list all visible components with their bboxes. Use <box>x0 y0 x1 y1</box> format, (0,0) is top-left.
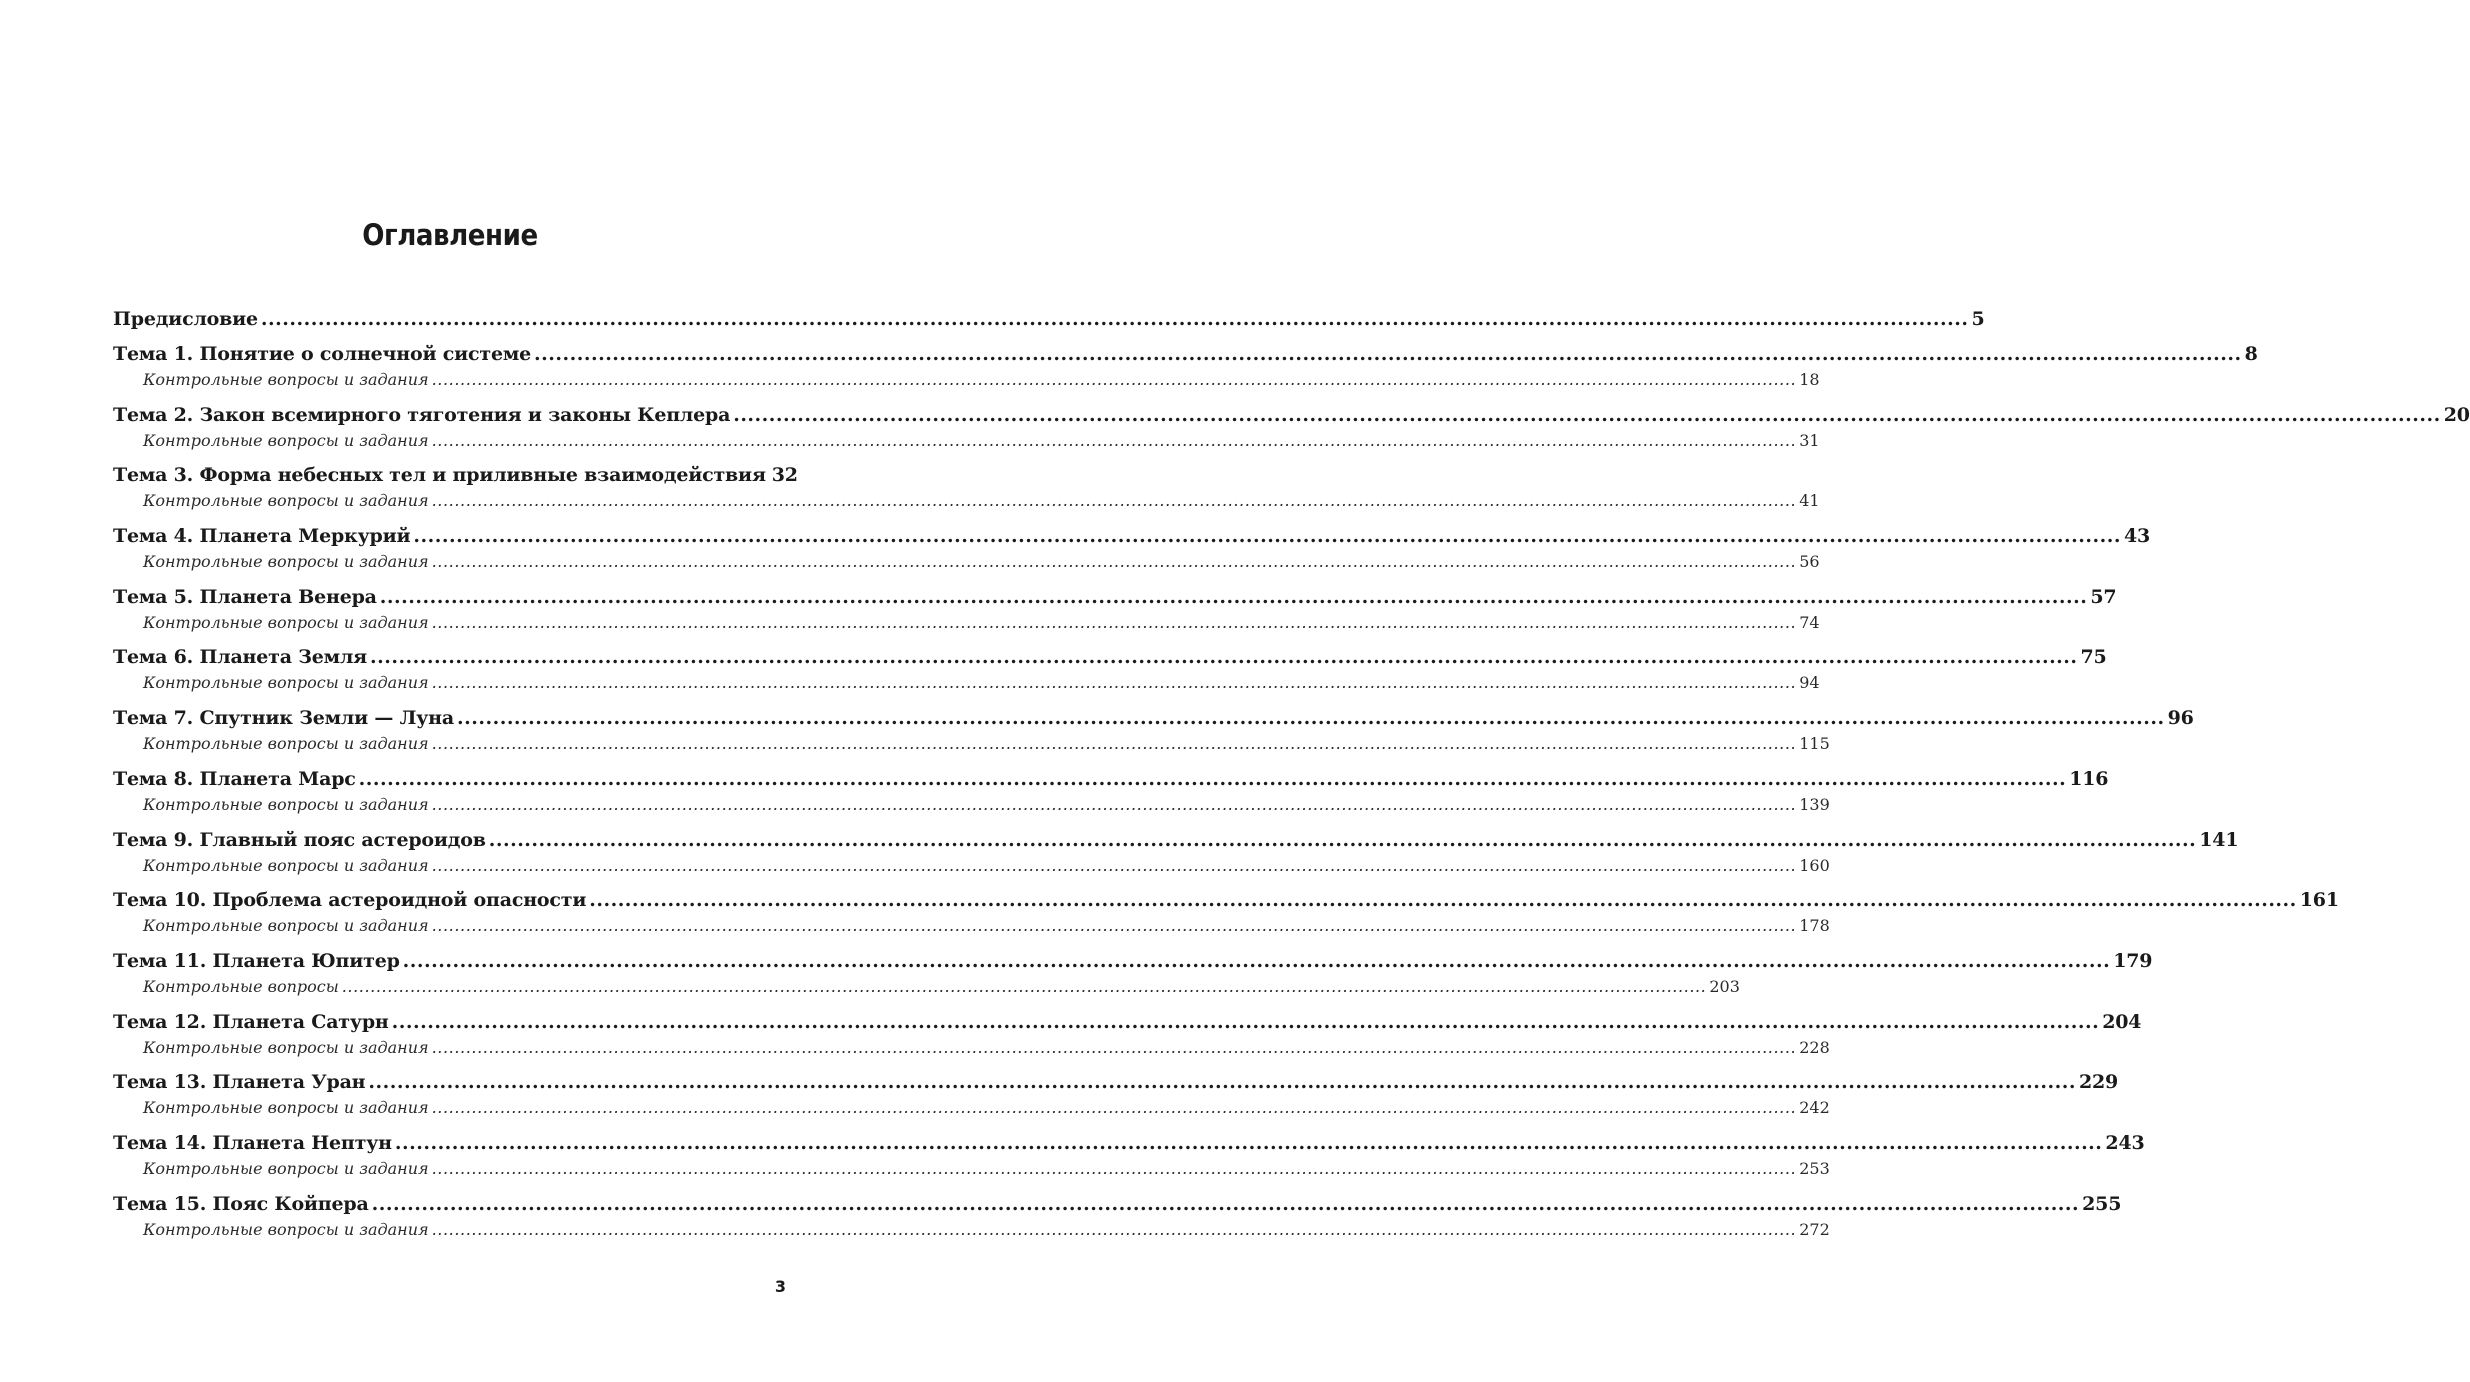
toc-subentry-title: Контрольные вопросы и задания <box>143 552 429 572</box>
toc-subentry-title: Контрольные вопросы и задания <box>143 794 429 814</box>
toc-entry[interactable] <box>113 766 2109 827</box>
toc-subentry-title: Контрольные вопросы и задания <box>143 916 429 936</box>
toc-entry-page: 243 <box>2105 1131 2145 1154</box>
toc-entry-page: 8 <box>2244 343 2258 365</box>
toc-entry[interactable] <box>113 644 2107 705</box>
dot-leader <box>432 914 1797 937</box>
toc-entry-title: Тема 7. Спутник Земли — Луна <box>113 707 455 730</box>
toc-entry-title: Тема 4. Планета Меркурий <box>113 525 411 548</box>
toc-entry-title: Тема 6. Планета Земля <box>113 646 367 669</box>
toc-entry-page: 43 <box>2123 525 2151 548</box>
toc-entry-page: 32 <box>771 464 798 487</box>
toc-entry-title: Тема 3. Форма небесных тел и приливные взаимодействия <box>113 464 766 487</box>
toc-entry-page: 161 <box>2299 889 2339 912</box>
toc-entry-title: Тема 5. Планета Венера <box>113 585 377 608</box>
dot-leader <box>432 732 1797 755</box>
dot-leader <box>489 827 2197 854</box>
toc-subentry[interactable] <box>113 975 1740 998</box>
toc-entry-title: Тема 9. Главный пояс астероидов <box>113 828 486 851</box>
toc-subentry-page: 242 <box>1799 1098 1830 1118</box>
toc-subentry-title: Контрольные вопросы и задания <box>143 673 429 693</box>
toc-subentry-page: 74 <box>1799 612 1820 632</box>
dot-leader <box>413 523 2121 550</box>
toc-entry-page: 5 <box>1971 308 1985 330</box>
toc-subentry-title: Контрольные вопросы и задания <box>143 370 429 389</box>
dot-leader <box>432 1036 1797 1059</box>
dot-leader <box>432 671 1797 694</box>
toc-entry-page: 116 <box>2069 767 2109 790</box>
toc-entry-title: Тема 14. Планета Нептун <box>113 1131 392 1154</box>
toc-subentry-title: Контрольные вопросы и задания <box>143 430 429 450</box>
toc-subentry-title: Контрольные вопросы и задания <box>143 855 429 875</box>
toc-entry[interactable] <box>113 1191 2122 1252</box>
toc-subentry-page: 228 <box>1799 1037 1830 1057</box>
toc-subentry-page: 203 <box>1709 976 1740 996</box>
dot-leader <box>372 1191 2080 1218</box>
toc-entry[interactable] <box>113 887 2339 948</box>
toc-subentry-page: 178 <box>1799 916 1830 936</box>
toc-entry[interactable] <box>113 827 2239 888</box>
toc-entry-page: 179 <box>2113 949 2153 972</box>
toc-entry-title: Тема 11. Планета Юпитер <box>113 949 400 972</box>
toc-entry-page: 229 <box>2078 1071 2119 1094</box>
dot-leader <box>392 1009 2100 1036</box>
toc-entry[interactable] <box>113 1130 2145 1191</box>
toc-entry[interactable] <box>113 1069 2119 1130</box>
dot-leader <box>432 1218 1797 1241</box>
toc-subentry[interactable] <box>113 429 1820 452</box>
toc-entry-page: 20 <box>2443 403 2470 426</box>
toc-subentry[interactable] <box>113 611 1820 634</box>
toc-subentry-page: 31 <box>1799 430 1820 450</box>
toc-entry-title: Тема 2. Закон всемирного тяготения и законы Кеплера <box>113 403 731 426</box>
toc-subentry-title: Контрольные вопросы и задания <box>143 1037 429 1057</box>
toc-entry-title: Предисловие <box>113 308 258 330</box>
toc-subentry-title: Контрольные вопросы и задания <box>143 734 429 754</box>
dot-leader <box>589 887 2297 914</box>
dot-leader <box>359 766 2067 793</box>
toc-subentry[interactable] <box>113 1096 1830 1119</box>
toc-subentry-title: Контрольные вопросы и задания <box>143 1219 429 1239</box>
toc-subentry[interactable] <box>113 914 1830 937</box>
toc-entry-title: Тема 10. Проблема астероидной опасности <box>113 889 587 912</box>
toc-entry-title: Тема 12. Планета Сатурн <box>113 1010 389 1033</box>
dot-leader <box>432 611 1797 634</box>
toc-entry[interactable] <box>113 584 2117 645</box>
toc-entry-page: 141 <box>2199 828 2239 851</box>
dot-leader <box>457 705 2165 732</box>
dot-leader <box>432 550 1797 573</box>
toc-subentry[interactable] <box>113 671 1820 694</box>
toc-subentry-page: 160 <box>1799 855 1830 875</box>
dot-leader <box>432 368 1797 391</box>
toc-entry[interactable] <box>113 402 2470 463</box>
toc-entry[interactable] <box>113 948 2153 1009</box>
toc-subentry-page: 272 <box>1799 1219 1830 1239</box>
toc-entry-page: 96 <box>2167 707 2194 730</box>
toc-entry-preface[interactable] <box>113 306 1985 341</box>
toc-subentry-page: 253 <box>1799 1158 1830 1178</box>
dot-leader <box>432 1157 1797 1180</box>
dot-leader <box>342 975 1707 998</box>
toc-subentry[interactable] <box>113 1157 1830 1180</box>
dot-leader <box>403 948 2111 975</box>
toc-subentry-title: Контрольные вопросы и задания <box>143 612 429 632</box>
toc-subentry[interactable] <box>113 368 1820 391</box>
table-of-contents <box>113 306 2470 1251</box>
toc-subentry-page: 115 <box>1799 734 1830 754</box>
toc-subentry-title: Контрольные вопросы и задания <box>143 1098 429 1118</box>
toc-subentry-page: 94 <box>1799 673 1820 693</box>
dot-leader <box>432 854 1797 877</box>
page-title: Оглавление <box>362 218 538 252</box>
toc-entry[interactable] <box>113 341 2258 402</box>
toc-subentry[interactable] <box>113 854 1830 877</box>
dot-leader <box>534 341 2242 368</box>
toc-subentry[interactable] <box>113 793 1830 816</box>
page-number: 3 <box>774 1277 786 1296</box>
toc-subentry[interactable] <box>113 489 1820 512</box>
toc-entry-title: Тема 8. Планета Марс <box>113 767 356 790</box>
toc-entry-page: 75 <box>2080 646 2107 669</box>
dot-leader <box>432 1096 1797 1119</box>
toc-subentry[interactable] <box>113 732 1830 755</box>
toc-entry-page: 57 <box>2090 585 2117 608</box>
toc-subentry-title: Контрольные вопросы и задания <box>143 1158 429 1178</box>
toc-subentry-title: Контрольные вопросы <box>143 976 339 996</box>
toc-subentry[interactable] <box>113 550 1820 573</box>
toc-entry[interactable] <box>113 705 2194 766</box>
dot-leader <box>380 584 2088 611</box>
toc-subentry-page: 139 <box>1799 794 1830 814</box>
toc-subentry[interactable] <box>113 1036 1830 1059</box>
toc-subentry-page: 56 <box>1799 552 1820 572</box>
toc-subentry-page: 41 <box>1799 491 1820 511</box>
toc-entry-page: 204 <box>2102 1010 2142 1033</box>
toc-subentry-page: 18 <box>1799 370 1820 389</box>
toc-subentry[interactable] <box>113 1218 1830 1241</box>
toc-entry-title: Тема 1. Понятие о солнечной системе <box>113 343 532 365</box>
toc-entry[interactable] <box>113 523 2151 584</box>
toc-entry[interactable] <box>113 1009 2142 1070</box>
toc-entry-page: 255 <box>2082 1192 2122 1215</box>
dot-leader <box>261 306 1969 333</box>
dot-leader <box>432 429 1797 452</box>
dot-leader <box>733 402 2441 429</box>
dot-leader <box>432 489 1797 512</box>
dot-leader <box>395 1130 2103 1157</box>
toc-entry-title: Тема 15. Пояс Койпера <box>113 1192 369 1215</box>
dot-leader <box>368 1069 2076 1096</box>
dot-leader <box>370 644 2078 671</box>
toc-subentry-title: Контрольные вопросы и задания <box>143 491 429 511</box>
toc-entry[interactable] <box>113 462 1820 523</box>
toc-entry-title: Тема 13. Планета Уран <box>113 1071 366 1094</box>
dot-leader <box>432 793 1797 816</box>
